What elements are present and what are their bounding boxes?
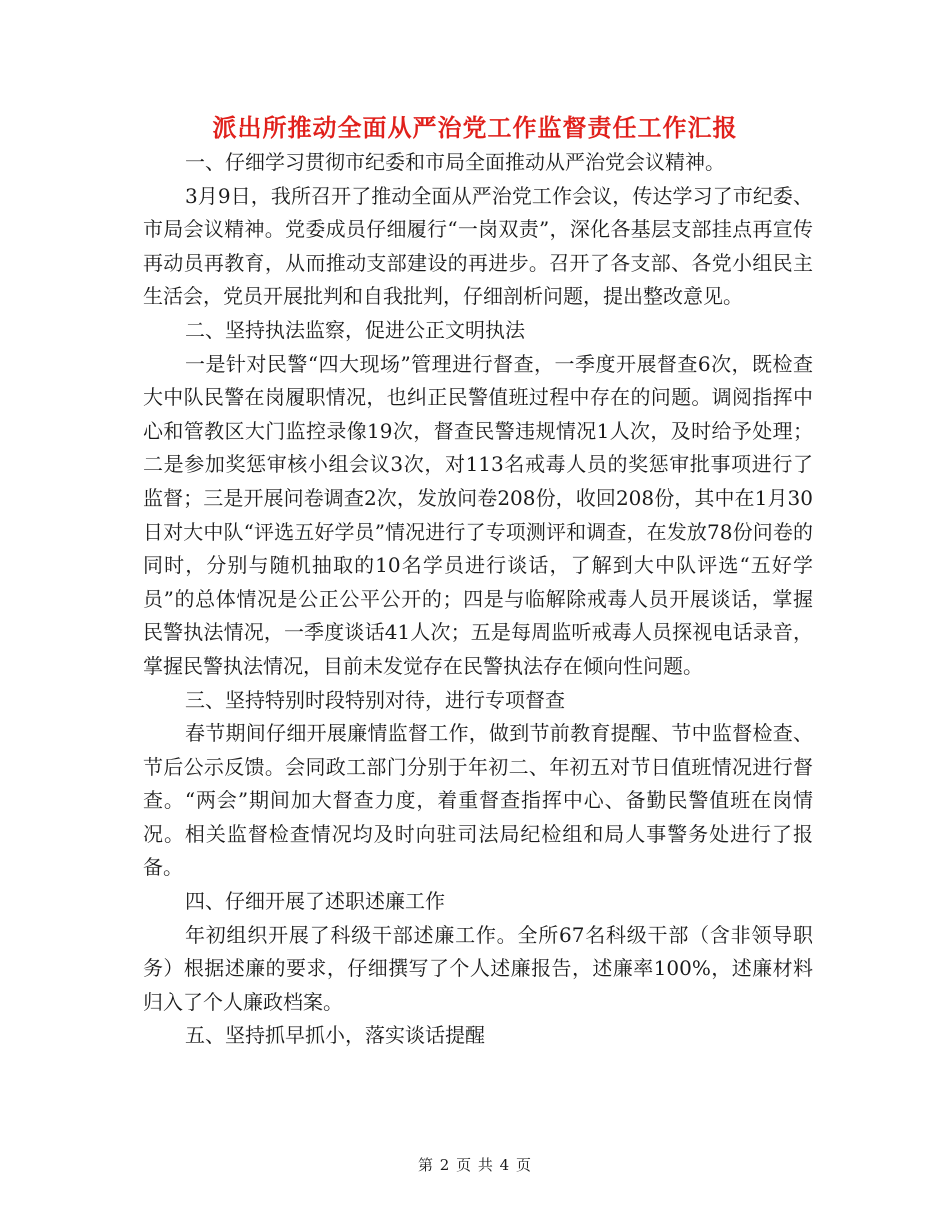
paragraph-section-4: 年初组织开展了科级干部述廉工作。全所67名科级干部（含非领导职务）根据述廉的要求，仔细撰写了个人述廉报告，述廉率100%，述廉材料归入了个人廉政档案。 xyxy=(143,922,813,1014)
heading-section-2: 二、坚持执法监察，促进公正文明执法 xyxy=(185,317,525,342)
heading-section-5: 五、坚持抓早抓小，落实谈话提醒 xyxy=(185,1023,485,1048)
paragraph-section-3: 春节期间仔细开展廉情监督工作，做到节前教育提醒、节中监督检查、节后公示反馈。会同政工部门分别于年初二、年初五对节日值班情况进行督查。“两会”期间加大督查力度，着重督查指挥中心、备勤民警值班在岗情况。相关监督检查情况均及时向驻司法局纪检组和局人事警务处进行了报备。 xyxy=(143,721,813,880)
page-number-footer: 第 2 页 共 4 页 xyxy=(418,1156,532,1174)
heading-section-4: 四、仔细开展了述职述廉工作 xyxy=(185,889,445,914)
heading-section-3: 三、坚持特别时段特别对待，进行专项督查 xyxy=(185,687,565,712)
paragraph-section-2: 一是针对民警“四大现场”管理进行督查，一季度开展督查6次，既检查大中队民警在岗履职情况，也纠正民警值班过程中存在的问题。调阅指挥中心和管教区大门监控录像19次，督查民警违规情况1人次，及时给予处理；二是参加奖惩审核小组会议3次，对113名戒毒人员的奖惩审批事项进行了监督；三是开展问卷调查2次，发放问卷208份，收回208份，其中在1月30日对大中队“评选五好学员”情况进行了专项测评和调查，在发放78份问卷的同时，分别与随机抽取的10名学员进行谈话，了解到大中队评选“五好学员”的总体情况是公正公平公开的；四是与临解除戒毒人员开展谈话，掌握民警执法情况，一季度谈话41人次；五是每周监听戒毒人员探视电话录音，掌握民警执法情况，目前未发觉存在民警执法存在倾向性问题。 xyxy=(143,351,813,678)
document-body xyxy=(143,146,813,1053)
heading-section-1: 一、仔细学习贯彻市纪委和市局全面推动从严治党会议精神。 xyxy=(185,150,725,174)
document-title: 派出所推动全面从严治党工作监督责任工作汇报 xyxy=(212,113,738,142)
paragraph-section-1: 3月9日，我所召开了推动全面从严治党工作会议，传达学习了市纪委、市局会议精神。党委成员仔细履行“一岗双责”，深化各基层支部挂点再宣传再动员再教育，从而推动支部建设的再进步。召开了各支部、各党小组民主生活会，党员开展批判和自我批判，仔细剖析问题，提出整改意见。 xyxy=(143,183,813,309)
